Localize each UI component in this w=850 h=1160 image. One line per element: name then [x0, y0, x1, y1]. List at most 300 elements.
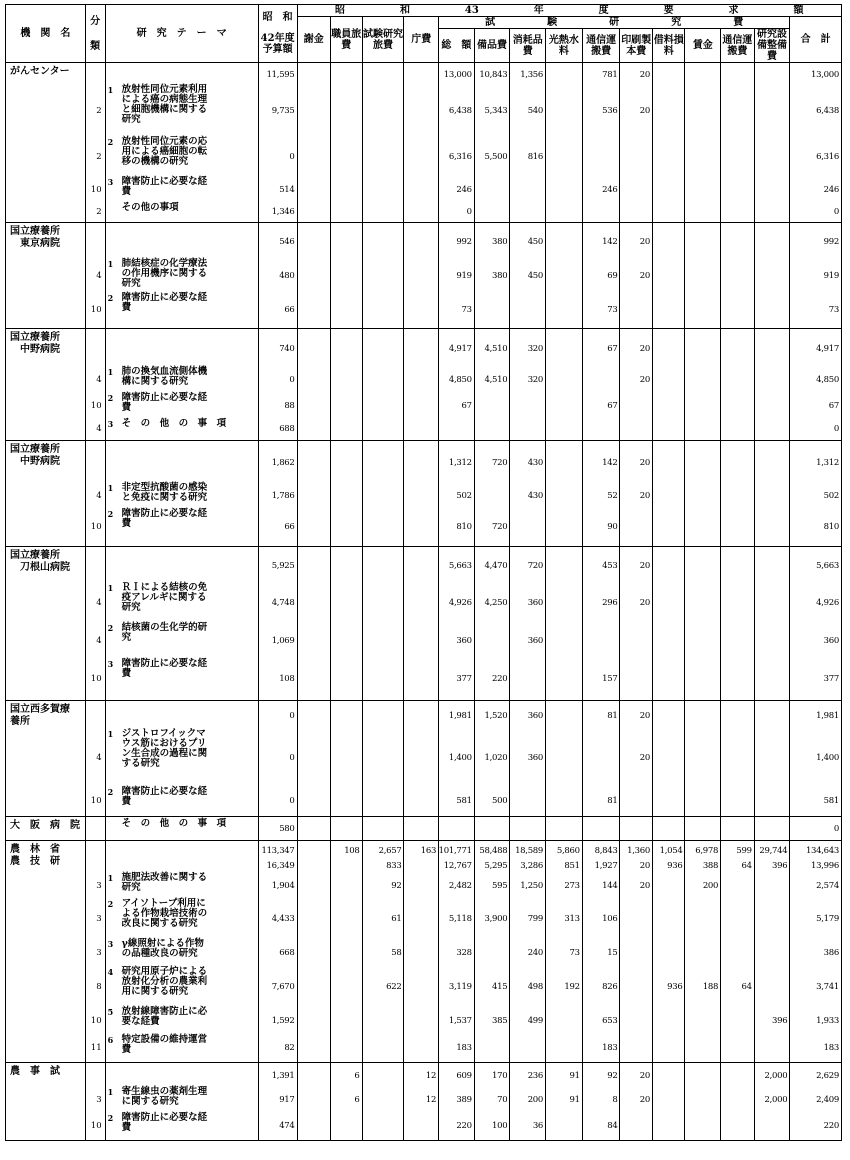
amount-value: 396	[772, 1015, 788, 1026]
amount-value: 2,482	[448, 880, 472, 891]
amount-value: 4,510	[484, 343, 508, 354]
amount-cell	[439, 547, 475, 701]
amount-cell	[439, 223, 475, 329]
amount-cell	[721, 1063, 755, 1141]
amount-value: 1,020	[484, 752, 508, 763]
amount-value: 500	[492, 795, 508, 806]
amount-cell	[474, 63, 510, 223]
amount-value: 13,996	[811, 860, 839, 871]
amount-value: 8	[612, 1094, 618, 1105]
amount-cell	[721, 817, 755, 841]
amount-value	[475, 177, 510, 203]
bunrui-number	[86, 819, 105, 839]
amount-cell	[439, 1063, 475, 1141]
amount-cell	[582, 441, 620, 547]
amount-cell	[331, 329, 362, 441]
amount-value	[721, 703, 754, 729]
amount-value: 502	[456, 490, 472, 501]
amount-value	[685, 509, 720, 545]
theme-cell	[105, 817, 258, 841]
amount-value: 7,670	[271, 981, 295, 992]
amount-cell	[297, 701, 331, 817]
theme-entry	[106, 137, 258, 177]
amount-value	[721, 1035, 754, 1061]
theme-entry	[106, 787, 258, 815]
amount-value	[546, 203, 582, 221]
amount-value	[721, 583, 754, 623]
bunrui-cell	[85, 1063, 105, 1141]
amount-value	[546, 259, 582, 293]
amount-value: 385	[492, 1015, 508, 1026]
amount-value	[298, 419, 331, 439]
amount-cell	[685, 1063, 721, 1141]
theme-entry	[106, 293, 258, 327]
amount-value: 66	[284, 304, 295, 315]
amount-value	[404, 1007, 438, 1035]
amount-value: 2,000	[764, 1070, 788, 1081]
amount-value: 58,488	[479, 845, 508, 856]
amount-cell	[362, 701, 404, 817]
amount-cell	[620, 223, 653, 329]
amount-cell	[754, 223, 790, 329]
amount-value: 388	[702, 860, 719, 871]
theme-cell	[105, 441, 258, 547]
amount-value	[510, 1035, 545, 1061]
amount-value: 851	[564, 860, 580, 871]
amount-value	[755, 331, 790, 367]
amount-value: 581	[456, 795, 472, 806]
amount-value	[620, 393, 652, 419]
theme-index: 2	[107, 1113, 114, 1123]
theme-index: 2	[107, 393, 114, 403]
theme-entry	[106, 843, 258, 859]
amount-value: 380	[492, 236, 508, 247]
amount-value	[721, 729, 754, 787]
amount-value: 3,119	[448, 981, 472, 992]
amount-value	[331, 1113, 361, 1139]
amount-value: 6,316	[448, 151, 472, 162]
amount-value	[404, 331, 438, 367]
amount-value: 12,767	[443, 860, 472, 871]
theme-entry	[106, 331, 258, 367]
amount-value: 380	[492, 270, 508, 281]
amount-cell	[546, 547, 583, 701]
amount-value: 6,978	[695, 845, 719, 856]
amount-value: 833	[386, 860, 402, 871]
amount-cell	[362, 63, 404, 223]
amount-value	[546, 1113, 582, 1139]
amount-value	[363, 367, 404, 393]
amount-value	[755, 939, 790, 967]
header-showa: 昭 和	[262, 12, 293, 23]
amount-value: 919	[456, 270, 472, 281]
amount-value: 200	[527, 1094, 544, 1105]
amount-value	[546, 331, 582, 367]
amount-cell	[331, 223, 362, 329]
amount-value: 360	[456, 635, 472, 646]
amount-value: 92	[607, 1070, 618, 1081]
header-utilities: 光熱水料	[546, 29, 583, 63]
amount-value: 5,118	[448, 913, 472, 924]
amount-value: 377	[823, 673, 839, 684]
amount-value	[721, 939, 754, 967]
amount-value	[755, 137, 790, 177]
amount-cell	[685, 817, 721, 841]
amount-value: 84	[607, 1120, 618, 1131]
amount-value: 581	[823, 795, 839, 806]
amount-cell	[582, 841, 620, 1063]
amount-value: 20	[639, 1070, 650, 1081]
bunrui-number: 10	[90, 401, 102, 411]
bunrui-number	[86, 843, 105, 859]
amount-cell	[439, 841, 475, 1063]
amount-value: 0	[833, 423, 839, 434]
header-shiken: 試	[485, 17, 496, 28]
amount-value: 101,771	[438, 845, 472, 856]
theme-entry	[106, 819, 258, 839]
institution-name: 国立療養所 刀根山病院	[6, 547, 86, 701]
amount-value: 188	[702, 981, 719, 992]
amount-value	[510, 393, 545, 419]
amount-value: 61	[391, 913, 402, 924]
amount-value	[404, 583, 438, 623]
header-agency: 機 関 名	[6, 5, 86, 63]
amount-cell	[474, 701, 510, 817]
amount-value	[653, 259, 685, 293]
amount-value: 1,312	[816, 457, 839, 468]
bunrui-number: 4	[96, 424, 102, 434]
amount-cell	[790, 701, 842, 817]
theme-entry	[106, 203, 258, 221]
amount-value	[685, 1007, 720, 1035]
amount-cell	[685, 701, 721, 817]
amount-value	[721, 549, 754, 583]
amount-value	[331, 85, 361, 137]
year-char-3: 43	[464, 5, 479, 16]
amount-value	[755, 967, 790, 1007]
amount-value: 20	[639, 69, 650, 80]
amount-value: 1,862	[271, 457, 295, 468]
theme-entry	[106, 1035, 258, 1061]
amount-value	[721, 509, 754, 545]
amount-value	[685, 623, 720, 659]
amount-value	[685, 1087, 720, 1113]
amount-value: 73	[461, 304, 472, 315]
amount-value	[685, 177, 720, 203]
theme-text: アイソトープ利用に よる作物栽培技術の 改良に関する研究	[121, 898, 208, 929]
theme-cell	[105, 701, 258, 817]
amount-cell	[362, 547, 404, 701]
amount-cell	[721, 841, 755, 1063]
amount-value	[298, 259, 331, 293]
amount-value: 4,470	[484, 560, 508, 571]
header-kyu: 究	[671, 17, 682, 28]
amount-value	[546, 819, 582, 839]
amount-value	[620, 1007, 652, 1035]
amount-value	[620, 819, 652, 839]
theme-entry	[106, 393, 258, 419]
amount-value: 108	[344, 845, 360, 856]
amount-value: 69	[607, 270, 618, 281]
amount-cell	[754, 63, 790, 223]
amount-value: 480	[279, 270, 295, 281]
amount-value	[755, 367, 790, 393]
theme-entry	[106, 367, 258, 393]
amount-value: 4,250	[484, 597, 508, 608]
theme-index: 2	[107, 787, 114, 797]
header-communication2: 通信運搬費	[721, 29, 755, 63]
bunrui-number: 10	[90, 185, 102, 195]
amount-value	[721, 293, 754, 327]
amount-value	[721, 1113, 754, 1139]
amount-value	[298, 225, 331, 259]
amount-value	[475, 293, 510, 327]
amount-value: 240	[527, 947, 544, 958]
amount-cell	[546, 817, 583, 841]
amount-value	[755, 659, 790, 699]
amount-value: 12	[425, 1094, 437, 1105]
amount-value	[404, 787, 438, 815]
amount-value: 20	[639, 860, 650, 871]
amount-cell	[258, 817, 297, 841]
amount-cell	[510, 441, 546, 547]
amount-cell	[297, 441, 331, 547]
amount-value	[721, 177, 754, 203]
amount-value	[363, 729, 404, 787]
amount-value	[404, 419, 438, 439]
amount-value	[721, 1065, 754, 1087]
amount-value: 474	[279, 1120, 295, 1131]
amount-value	[363, 443, 404, 483]
amount-value: 0	[289, 374, 295, 385]
amount-value	[298, 729, 331, 787]
amount-value	[653, 729, 685, 787]
theme-index: 1	[107, 583, 114, 593]
amount-value: 4,917	[816, 343, 839, 354]
amount-value	[404, 203, 438, 221]
amount-value	[331, 137, 361, 177]
amount-value	[404, 85, 438, 137]
header-hi: 費	[733, 17, 744, 28]
amount-value	[363, 659, 404, 699]
amount-value	[653, 331, 685, 367]
amount-value	[510, 819, 545, 839]
amount-value: 328	[456, 947, 472, 958]
amount-value	[685, 939, 720, 967]
amount-cell	[258, 223, 297, 329]
amount-value	[546, 703, 582, 729]
amount-value	[298, 899, 331, 939]
amount-cell	[258, 441, 297, 547]
amount-value	[363, 509, 404, 545]
amount-value: 1,400	[816, 752, 839, 763]
amount-value	[755, 787, 790, 815]
amount-value	[755, 873, 790, 899]
amount-value: 799	[527, 913, 544, 924]
theme-index: 2	[107, 137, 114, 147]
amount-value: 5,860	[556, 845, 580, 856]
amount-cell	[546, 701, 583, 817]
amount-value	[620, 787, 652, 815]
amount-value	[298, 939, 331, 967]
amount-value	[546, 483, 582, 509]
amount-value: 360	[527, 597, 544, 608]
amount-value: 13,000	[811, 69, 839, 80]
amount-value	[653, 177, 685, 203]
amount-value	[546, 419, 582, 439]
amount-value	[721, 331, 754, 367]
amount-value	[404, 1113, 438, 1139]
amount-value	[546, 549, 582, 583]
bunrui-number: 10	[90, 522, 102, 532]
theme-index: 1	[107, 259, 114, 269]
theme-text: 結核菌の生化学的研 究	[121, 622, 208, 643]
amount-cell	[297, 817, 331, 841]
amount-value	[685, 419, 720, 439]
amount-value	[685, 899, 720, 939]
amount-value: 13,000	[443, 69, 472, 80]
amount-value: 3,900	[484, 913, 508, 924]
theme-index: 3	[107, 419, 114, 429]
theme-text: 障害防止に必要な経 費	[121, 508, 208, 529]
amount-cell	[258, 547, 297, 701]
amount-value	[331, 623, 361, 659]
amount-value	[298, 85, 331, 137]
amount-value	[298, 203, 331, 221]
bunrui-number: 10	[90, 1121, 102, 1131]
amount-value	[475, 483, 510, 509]
amount-cell	[331, 63, 362, 223]
amount-value: 430	[527, 490, 544, 501]
amount-value: 113,347	[261, 845, 295, 856]
theme-text: ＲＩによる結核の免 疫アレルギに関する 研究	[121, 582, 208, 613]
amount-cell	[582, 223, 620, 329]
amount-value	[404, 859, 438, 873]
amount-value	[653, 85, 685, 137]
header-year-title	[297, 5, 841, 17]
amount-value	[653, 1007, 685, 1035]
theme-text: 障害防止に必要な経 費	[121, 1112, 208, 1133]
amount-cell	[439, 63, 475, 223]
amount-value: 142	[602, 236, 618, 247]
theme-entry	[106, 1087, 258, 1113]
amount-value	[653, 1065, 685, 1087]
amount-value	[755, 703, 790, 729]
amount-value	[546, 177, 582, 203]
amount-value: 20	[639, 560, 650, 571]
amount-value	[685, 703, 720, 729]
amount-value: 514	[279, 184, 295, 195]
amount-value	[721, 899, 754, 939]
amount-value: 11,595	[266, 69, 295, 80]
header-communication: 通信運搬費	[582, 29, 620, 63]
amount-cell	[652, 547, 685, 701]
amount-cell	[582, 547, 620, 701]
amount-value: 92	[391, 880, 402, 891]
amount-value: 6	[354, 1094, 360, 1105]
amount-value	[685, 1113, 720, 1139]
amount-cell	[790, 841, 842, 1063]
theme-index: 3	[107, 177, 114, 187]
amount-value	[685, 225, 720, 259]
amount-value	[653, 393, 685, 419]
amount-cell	[297, 841, 331, 1063]
amount-value: 0	[833, 823, 839, 834]
amount-cell	[331, 701, 362, 817]
amount-value: 992	[456, 236, 472, 247]
amount-value	[404, 483, 438, 509]
amount-value	[404, 177, 438, 203]
amount-value	[685, 65, 720, 85]
amount-value: 18,589	[515, 845, 544, 856]
amount-value	[331, 583, 361, 623]
amount-value: 386	[823, 947, 839, 958]
header-reward: 謝金	[297, 17, 331, 63]
amount-value	[363, 787, 404, 815]
amount-value	[363, 623, 404, 659]
amount-value: 20	[639, 597, 650, 608]
amount-cell	[362, 817, 404, 841]
amount-value	[653, 293, 685, 327]
amount-cell	[754, 329, 790, 441]
amount-value	[755, 393, 790, 419]
amount-value: 1,391	[271, 1070, 295, 1081]
amount-cell	[404, 547, 439, 701]
amount-value: 183	[456, 1042, 472, 1053]
amount-value: 450	[527, 236, 544, 247]
amount-cell	[582, 329, 620, 441]
amount-value	[721, 483, 754, 509]
amount-cell	[510, 701, 546, 817]
theme-entry	[106, 939, 258, 967]
amount-value	[685, 393, 720, 419]
amount-value	[363, 85, 404, 137]
amount-value	[546, 443, 582, 483]
theme-text: 寄生線虫の薬剤生理 に関する研究	[121, 1086, 208, 1107]
amount-value	[620, 1113, 652, 1139]
amount-value	[721, 85, 754, 137]
amount-cell	[546, 329, 583, 441]
amount-value	[721, 419, 754, 439]
theme-entry	[106, 1065, 258, 1087]
amount-value	[298, 623, 331, 659]
amount-value	[331, 177, 361, 203]
bunrui-cell	[85, 701, 105, 817]
amount-value: 220	[456, 1120, 472, 1131]
amount-value	[475, 203, 510, 221]
amount-value: 70	[497, 1094, 508, 1105]
amount-value: 200	[702, 880, 719, 891]
amount-cell	[404, 63, 439, 223]
amount-value	[475, 819, 510, 839]
header-bunrui	[85, 5, 105, 63]
amount-value: 220	[492, 673, 508, 684]
amount-cell	[620, 441, 653, 547]
amount-value	[404, 899, 438, 939]
bunrui-number	[86, 331, 105, 367]
theme-index: 1	[107, 483, 114, 493]
amount-value: 106	[602, 913, 618, 924]
bunrui-number	[86, 859, 105, 873]
theme-entry	[106, 443, 258, 483]
amount-value: 599	[736, 845, 752, 856]
theme-cell	[105, 223, 258, 329]
amount-value	[685, 819, 720, 839]
amount-value: 58	[391, 947, 402, 958]
amount-cell	[620, 1063, 653, 1141]
amount-value: 4,433	[271, 913, 295, 924]
amount-value	[546, 1007, 582, 1035]
